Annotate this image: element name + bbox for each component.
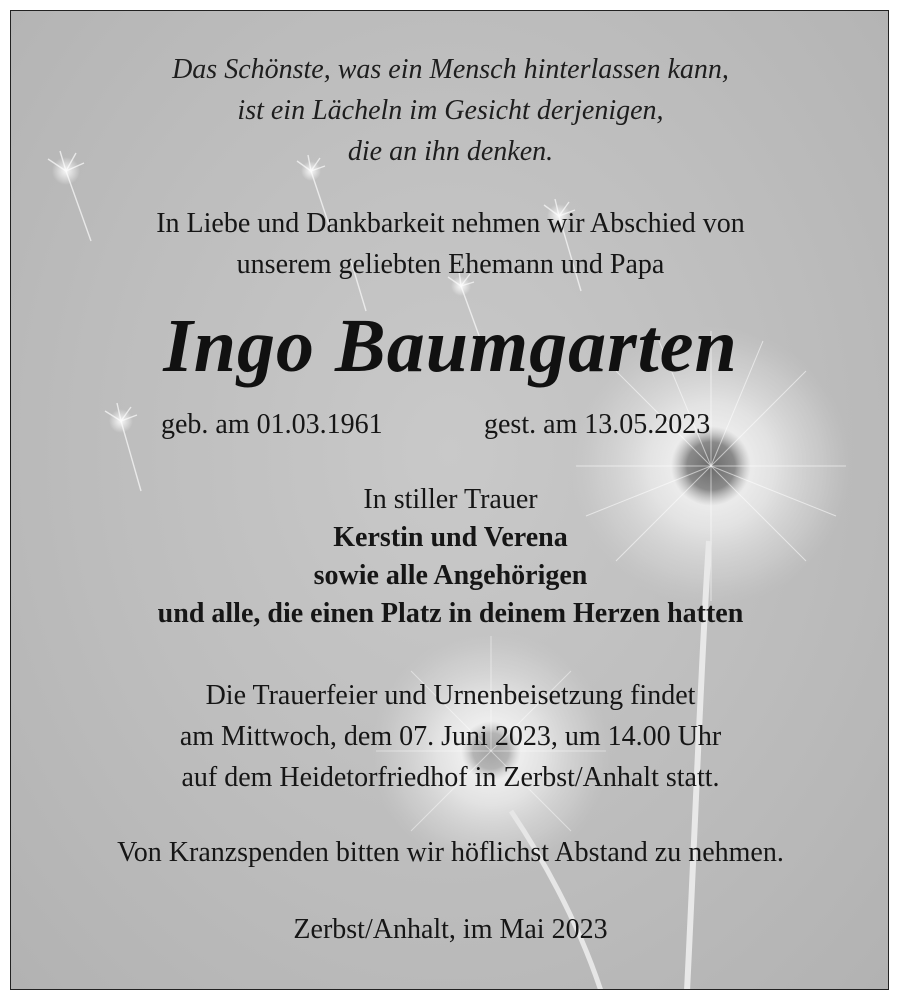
motto-line: ist ein Lächeln im Gesicht derjenigen, (237, 95, 664, 126)
motto-quote (11, 49, 889, 172)
service-line: auf dem Heidetorfriedhof in Zerbst/Anhalt statt. (181, 762, 720, 793)
service-line: Die Trauerfeier und Urnenbeisetzung findet (205, 680, 696, 711)
wreath-note: Von Kranzspenden bitten wir höflichst Abstand zu nehmen. (117, 837, 784, 868)
intro-line: In Liebe und Dankbarkeit nehmen wir Abschied von (156, 208, 745, 239)
motto-line: Das Schönste, was ein Mensch hinterlassen kann, (172, 54, 729, 85)
mourner-line: und alle, die einen Platz in deinem Herzen hatten (157, 598, 744, 629)
deceased-name: Ingo Baumgarten (163, 304, 738, 388)
intro-text (11, 203, 889, 285)
death-date: gest. am 13.05.2023 (484, 409, 711, 440)
mourner-line: Kerstin und Verena (333, 522, 568, 553)
intro-line: unserem geliebten Ehemann und Papa (236, 249, 665, 280)
birth-date: geb. am 01.03.1961 (161, 409, 383, 440)
service-line: am Mittwoch, dem 07. Juni 2023, um 14.00 Uhr (179, 721, 722, 752)
mourning-heading: In stiller Trauer (363, 484, 538, 515)
mourners-list (11, 519, 889, 633)
obituary-notice (10, 10, 889, 990)
motto-line: die an ihn denken. (347, 136, 554, 167)
service-details (11, 675, 889, 798)
mourner-line: sowie alle Angehörigen (313, 560, 588, 591)
place-date: Zerbst/Anhalt, im Mai 2023 (293, 914, 608, 945)
